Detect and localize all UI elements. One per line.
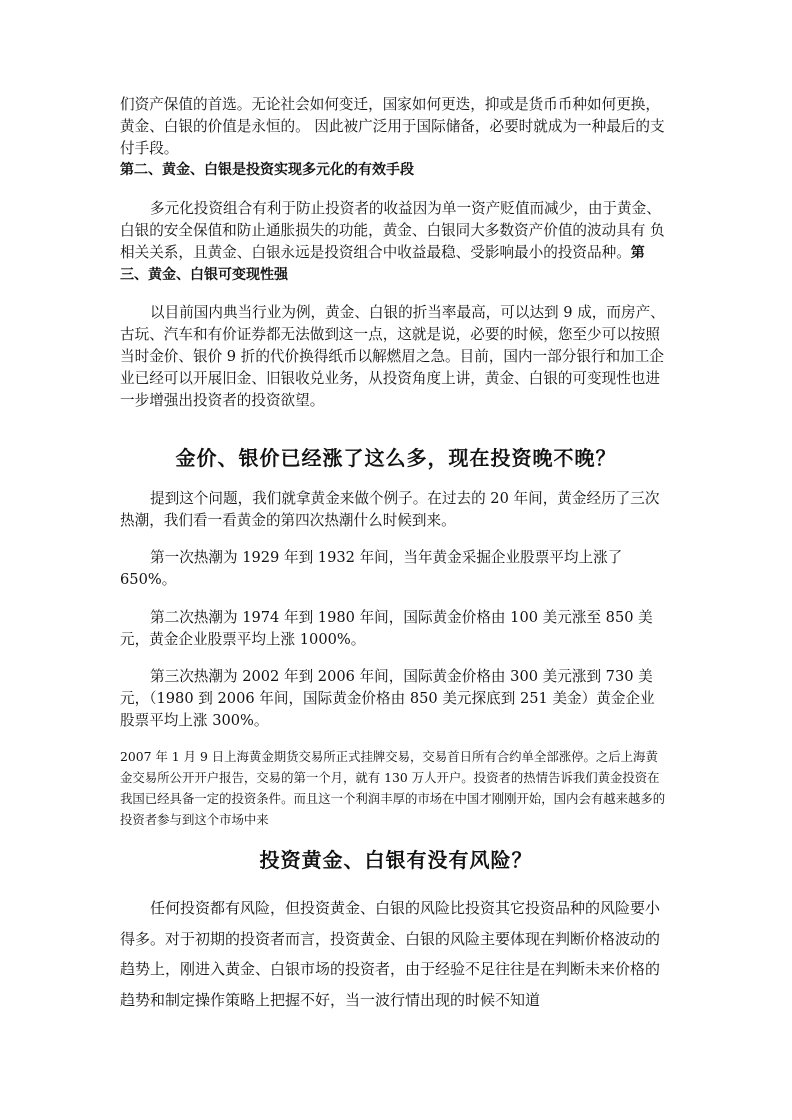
section-heading-third: 第三、黄金、白银可变现性强: [120, 245, 645, 283]
title-price: 金价、银价已经涨了这么多，现在投资晚不晚？: [175, 446, 617, 470]
risk-paragraph: 任何投资都有风险，但投资黄金、白银的风险比投资其它投资品种的风险要小得多。对于初期的投资者而言，投资黄金、白银的风险主要体现在判断价格波动的趋势上，刚进入黄金、白银市场的投资者，由于经验不足往往是在判断未来价格的趋势和制定操作策略上把握不好，当一波行情出现的时候不知道: [120, 899, 661, 1009]
gold-wave-3-paragraph: 第三次热潮为 2002 年到 2006 年间，国际黄金价格由 300 美元涨到 730 美元，（1980 到 2006 年间，国际黄金价格由 850 美元探底到 251 美金）黄金企业股票平均上涨 300%。: [120, 668, 655, 729]
section-paragraph-second: [120, 198, 668, 286]
shanghai-exchange-paragraph: 2007 年 1 月 9 日上海黄金期货交易所正式挂牌交易，交易首日所有合约单全部涨停。之后上海黄金交易所公开开户报告，交易的第一个月，就有 130 万人开户。投资者的热情告诉我们黄金投资在我国已经具备一定的投资条件。而且这一个利润丰厚的市场在中国才刚刚开始，国内会有越来越多的投资者参与到这个市场中来: [120, 749, 666, 827]
gold-wave-1-paragraph: 第一次热潮为 1929 年到 1932 年间，当年黄金采掘企业股票平均上涨了 650%。: [120, 549, 623, 588]
title-risk: 投资黄金、白银有没有风险？: [259, 848, 533, 872]
gold-wave-2-paragraph: 第二次热潮为 1974 年到 1980 年间，国际黄金价格由 100 美元涨至 850 美元，黄金企业股票平均上涨 1000%。: [120, 609, 653, 648]
intro-paragraph: 们资产保值的首选。无论社会如何变迁，国家如何更迭，抑或是货币币种如何更换，黄金、白银的价值是永恒的。 因此被广泛用于国际储备，必要时就成为一种最后的支付手段。: [120, 96, 665, 157]
section-paragraph-third: 以目前国内典当行业为例，黄金、白银的折当率最高，可以达到 9 成，而房产、古玩、汽车和有价证券都无法做到这一点，这就是说，必要的时候，您至少可以按照当时金价、银价 9 折的代价换得纸币以解燃眉之急。目前，国内一部分银行和加工企业已经可以开展旧金、旧银收兑业务，从投资角度上讲，黄金、白银的可变现性也进一步增强出投资者的投资欲望。: [120, 304, 665, 409]
second-body-text: 多元化投资组合有利于防止投资者的收益因为单一资产贬值而减少，由于黄金、白银的安全保值和防止通胀损失的功能，黄金、白银同大多数资产价值的波动具有 负相关关系，且黄金、白银永远是投资组合中收益最稳、受影响最小的投资品种。: [120, 200, 665, 261]
price-intro-paragraph: 提到这个问题，我们就拿黄金来做个例子。在过去的 20 年间，黄金经历了三次热潮，我们看一看黄金的第四次热潮什么时候到来。: [120, 490, 660, 529]
section-heading-second: 第二、黄金、白银是投资实现多元化的有效手段: [120, 162, 414, 178]
